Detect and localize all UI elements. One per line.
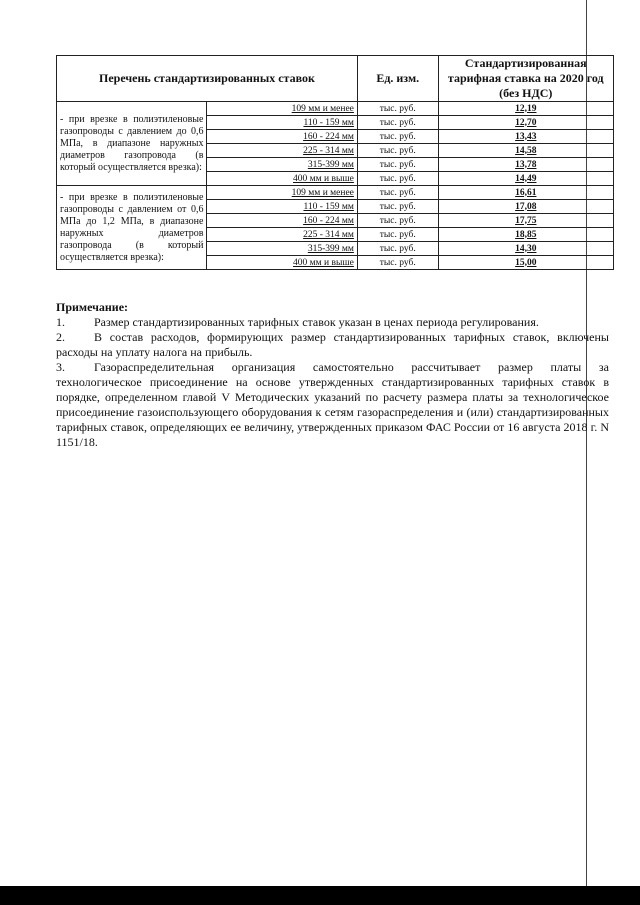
header-rate-2020: Стандартизированная тарифная ставка на 2020 год (без НДС) [438,56,613,102]
unit-cell: тыс. руб. [357,116,438,130]
diameter-range: 109 мм и менее [207,186,357,200]
note-text: В состав расходов, формирующих размер стандартизированных тарифных ставок, включены расходы на уплату налога на прибыль. [56,330,609,359]
rate-value: 12,70 [438,116,613,130]
diameter-range: 160 - 224 мм [207,130,357,144]
note-text: Размер стандартизированных тарифных ставок указан в ценах периода регулирования. [94,315,539,329]
rate-value: 14,49 [438,172,613,186]
rate-value: 14,30 [438,242,613,256]
unit-cell: тыс. руб. [357,158,438,172]
diameter-range: 315-399 мм [207,158,357,172]
diameter-range: 110 - 159 мм [207,116,357,130]
header-unit: Ед. изм. [357,56,438,102]
unit-cell: тыс. руб. [357,214,438,228]
unit-cell: тыс. руб. [357,144,438,158]
rate-value: 15,00 [438,256,613,270]
unit-cell: тыс. руб. [357,256,438,270]
note-text: Газораспределительная организация самостоятельно рассчитывает размер платы за технологическое присоединение на основе утвержденных стандартизированных тарифных ставок в порядке, определенном главой V Методических указаний по расчету размера платы за технологическое присоединение газоиспользующего оборудования к сетям газораспределения и (или) стандартизированных тарифных ставок, определяющих ее величину, утвержденных приказом ФАС России от 16 августа 2018 г. N 1151/18. [56,360,609,449]
rate-value: 14,58 [438,144,613,158]
note-item [56,360,609,450]
diameter-range: 400 мм и выше [207,256,357,270]
diameter-range: 225 - 314 мм [207,144,357,158]
note-number: 2. [56,330,65,344]
unit-cell: тыс. руб. [357,172,438,186]
unit-cell: тыс. руб. [357,228,438,242]
rate-value: 18,85 [438,228,613,242]
notes-section [56,300,609,450]
note-item [56,330,609,360]
rate-value: 13,43 [438,130,613,144]
note-number: 1. [56,315,65,329]
diameter-range: 110 - 159 мм [207,200,357,214]
diameter-range: 225 - 314 мм [207,228,357,242]
notes-title: Примечание: [56,300,129,314]
unit-cell: тыс. руб. [357,242,438,256]
diameter-range: 400 мм и выше [207,172,357,186]
scan-artifact-bar [0,886,640,905]
rate-value: 16,61 [438,186,613,200]
rate-value: 17,08 [438,200,613,214]
rate-value: 12,19 [438,102,613,116]
table-row [57,186,614,200]
unit-cell: тыс. руб. [357,200,438,214]
table-row [57,102,614,116]
unit-cell: тыс. руб. [357,102,438,116]
unit-cell: тыс. руб. [357,186,438,200]
rate-value: 13,78 [438,158,613,172]
diameter-range: 160 - 224 мм [207,214,357,228]
tariff-table [56,55,614,270]
header-rate-list: Перечень стандартизированных ставок [57,56,358,102]
group-description: - при врезке в полиэтиленовые газопроводы с давлением до 0,6 МПа, в диапазоне наружных диаметров газопровода (в который осуществляется врезка): [57,102,207,186]
diameter-range: 109 мм и менее [207,102,357,116]
note-item [56,315,609,330]
table-header-row [57,56,614,102]
unit-cell: тыс. руб. [357,130,438,144]
rate-value: 17,75 [438,214,613,228]
note-number: 3. [56,360,65,374]
diameter-range: 315-399 мм [207,242,357,256]
group-description: - при врезке в полиэтиленовые газопроводы с давлением от 0,6 МПа до 1,2 МПа, в диапазоне наружных диаметров газопровода (в который осуществляется врезка): [57,186,207,270]
